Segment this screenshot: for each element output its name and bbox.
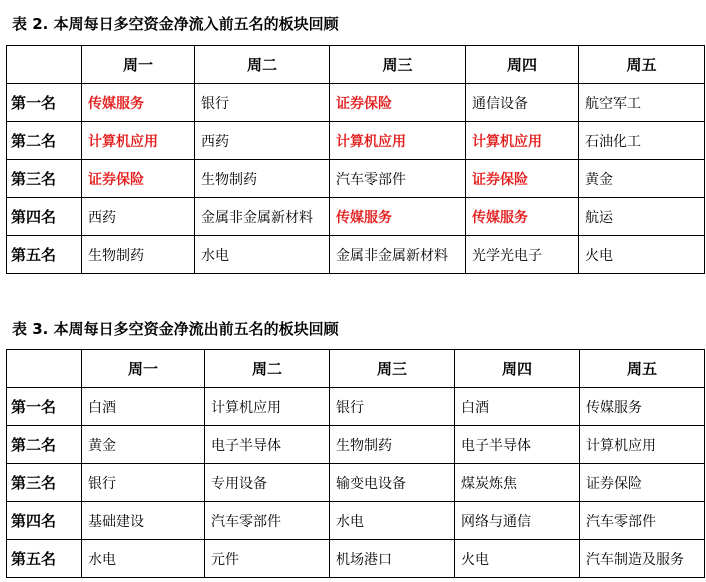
sector-cell: 白酒 xyxy=(455,388,580,426)
rank-label: 第五名 xyxy=(7,236,82,274)
sector-cell: 网络与通信 xyxy=(455,502,580,540)
rank-label: 第二名 xyxy=(7,426,82,464)
sector-cell: 证券保险 xyxy=(466,160,579,198)
sector-cell: 银行 xyxy=(195,84,330,122)
table-row xyxy=(7,160,705,198)
sector-cell: 计算机应用 xyxy=(205,388,330,426)
sector-cell: 银行 xyxy=(82,464,205,502)
sector-cell: 传媒服务 xyxy=(580,388,705,426)
sector-cell: 黄金 xyxy=(82,426,205,464)
day-header: 周三 xyxy=(330,350,455,388)
rank-label: 第二名 xyxy=(7,122,82,160)
table-row xyxy=(7,426,705,464)
rank-label: 第四名 xyxy=(7,198,82,236)
sector-cell: 证券保险 xyxy=(330,84,466,122)
sector-cell: 基础建设 xyxy=(82,502,205,540)
day-header: 周三 xyxy=(330,46,466,84)
inflow-table xyxy=(6,45,705,274)
table-2-caption: 表 2. 本周每日多空资金净流入前五名的板块回顾 xyxy=(12,15,339,33)
sector-cell: 机场港口 xyxy=(330,540,455,578)
sector-cell: 传媒服务 xyxy=(466,198,579,236)
day-header: 周二 xyxy=(205,350,330,388)
sector-cell: 航空军工 xyxy=(579,84,705,122)
rank-label: 第一名 xyxy=(7,388,82,426)
sector-cell: 金属非金属新材料 xyxy=(195,198,330,236)
rank-label: 第三名 xyxy=(7,160,82,198)
sector-cell: 传媒服务 xyxy=(82,84,195,122)
table-row xyxy=(7,198,705,236)
sector-cell: 汽车制造及服务 xyxy=(580,540,705,578)
sector-cell: 煤炭炼焦 xyxy=(455,464,580,502)
corner-cell xyxy=(7,46,82,84)
table-row xyxy=(7,122,705,160)
sector-cell: 证券保险 xyxy=(82,160,195,198)
sector-cell: 汽车零部件 xyxy=(205,502,330,540)
sector-cell: 计算机应用 xyxy=(580,426,705,464)
table-3-caption: 表 3. 本周每日多空资金净流出前五名的板块回顾 xyxy=(12,320,339,338)
sector-cell: 通信设备 xyxy=(466,84,579,122)
sector-cell: 航运 xyxy=(579,198,705,236)
header-row xyxy=(7,46,705,84)
sector-cell: 火电 xyxy=(579,236,705,274)
sector-cell: 西药 xyxy=(195,122,330,160)
sector-cell: 白酒 xyxy=(82,388,205,426)
day-header: 周五 xyxy=(580,350,705,388)
outflow-table xyxy=(6,349,705,578)
sector-cell: 汽车零部件 xyxy=(580,502,705,540)
rank-label: 第三名 xyxy=(7,464,82,502)
sector-cell: 证券保险 xyxy=(580,464,705,502)
sector-cell: 汽车零部件 xyxy=(330,160,466,198)
sector-cell: 水电 xyxy=(330,502,455,540)
sector-cell: 黄金 xyxy=(579,160,705,198)
table-row xyxy=(7,540,705,578)
sector-cell: 水电 xyxy=(82,540,205,578)
table-row xyxy=(7,236,705,274)
sector-cell: 水电 xyxy=(195,236,330,274)
day-header: 周四 xyxy=(466,46,579,84)
sector-cell: 输变电设备 xyxy=(330,464,455,502)
sector-cell: 火电 xyxy=(455,540,580,578)
corner-cell xyxy=(7,350,82,388)
day-header: 周二 xyxy=(195,46,330,84)
sector-cell: 光学光电子 xyxy=(466,236,579,274)
sector-cell: 计算机应用 xyxy=(330,122,466,160)
sector-cell: 生物制药 xyxy=(195,160,330,198)
table-row xyxy=(7,388,705,426)
sector-cell: 银行 xyxy=(330,388,455,426)
table-row xyxy=(7,464,705,502)
day-header: 周四 xyxy=(455,350,580,388)
sector-cell: 生物制药 xyxy=(330,426,455,464)
sector-cell: 传媒服务 xyxy=(330,198,466,236)
rank-label: 第四名 xyxy=(7,502,82,540)
day-header: 周一 xyxy=(82,46,195,84)
sector-cell: 金属非金属新材料 xyxy=(330,236,466,274)
day-header: 周五 xyxy=(579,46,705,84)
sector-cell: 电子半导体 xyxy=(455,426,580,464)
rank-label: 第五名 xyxy=(7,540,82,578)
rank-label: 第一名 xyxy=(7,84,82,122)
sector-cell: 石油化工 xyxy=(579,122,705,160)
sector-cell: 元件 xyxy=(205,540,330,578)
sector-cell: 计算机应用 xyxy=(82,122,195,160)
sector-cell: 生物制药 xyxy=(82,236,195,274)
sector-cell: 西药 xyxy=(82,198,195,236)
sector-cell: 计算机应用 xyxy=(466,122,579,160)
header-row xyxy=(7,350,705,388)
sector-cell: 专用设备 xyxy=(205,464,330,502)
table-row xyxy=(7,502,705,540)
sector-cell: 电子半导体 xyxy=(205,426,330,464)
day-header: 周一 xyxy=(82,350,205,388)
table-row xyxy=(7,84,705,122)
